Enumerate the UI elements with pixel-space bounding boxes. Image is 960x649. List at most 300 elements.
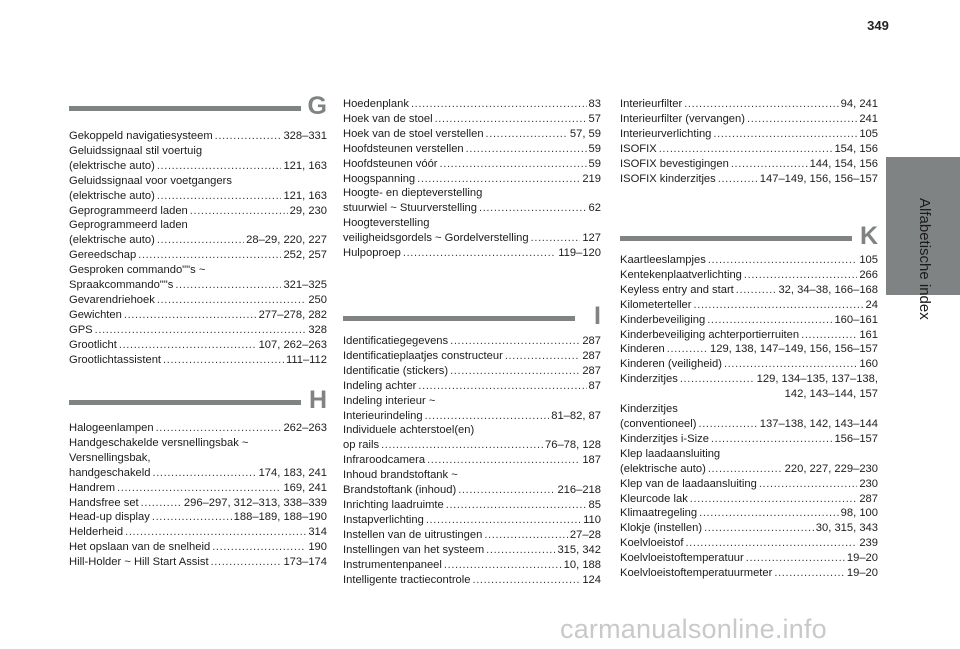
entry-pages: 216–218 bbox=[557, 484, 601, 497]
index-entry bbox=[69, 204, 327, 219]
dot-leader bbox=[152, 510, 232, 525]
entry-pages: 105 bbox=[859, 127, 878, 140]
entry-pages: 119–120 bbox=[558, 247, 601, 260]
entry-line bbox=[620, 328, 878, 343]
dot-leader bbox=[125, 525, 306, 540]
dot-leader bbox=[211, 555, 282, 570]
entry-line bbox=[620, 447, 878, 462]
entry-line bbox=[343, 334, 601, 349]
entry-line bbox=[69, 510, 327, 525]
entry-pages: 262–263 bbox=[283, 422, 327, 434]
entry-line bbox=[69, 233, 327, 248]
dot-leader bbox=[466, 142, 587, 157]
dot-leader bbox=[426, 513, 581, 528]
index-entry bbox=[69, 174, 327, 204]
dot-leader bbox=[381, 438, 543, 453]
entry-line bbox=[343, 157, 601, 172]
entry-term: ISOFIX bevestigingen bbox=[620, 157, 729, 170]
entry-pages: 296–297, 312–313, 338–339 bbox=[183, 496, 327, 509]
section-rule bbox=[620, 236, 852, 241]
entry-line bbox=[69, 323, 327, 338]
entry-line bbox=[69, 144, 327, 159]
index-entry bbox=[343, 142, 601, 157]
index-entry bbox=[620, 372, 878, 402]
entry-line bbox=[69, 496, 327, 511]
index-entry bbox=[620, 477, 878, 492]
entry-line bbox=[69, 421, 327, 436]
entry-line bbox=[343, 573, 601, 588]
index-entry bbox=[620, 313, 878, 328]
entry-term: Het opslaan van de snelheid bbox=[69, 541, 211, 554]
entry-pages: 173–174 bbox=[283, 556, 327, 569]
dot-leader bbox=[141, 496, 182, 511]
section-letter-k: K bbox=[859, 222, 878, 250]
dot-leader bbox=[731, 157, 808, 172]
entry-term: Kleurcode lak bbox=[620, 492, 688, 505]
entry-line bbox=[620, 172, 878, 187]
entry-pages: 266 bbox=[859, 268, 878, 281]
index-entry bbox=[620, 283, 878, 298]
entry-pages: 87 bbox=[588, 379, 601, 392]
index-entry bbox=[620, 172, 878, 187]
index-entry bbox=[620, 342, 878, 357]
entry-term: Grootlicht bbox=[69, 338, 117, 351]
dot-leader bbox=[746, 551, 845, 566]
entry-line bbox=[343, 558, 601, 573]
index-entry bbox=[69, 540, 327, 555]
entry-line bbox=[620, 342, 878, 357]
index-entry bbox=[620, 402, 878, 432]
entry-line bbox=[620, 357, 878, 372]
entry-line bbox=[343, 246, 601, 261]
index-entry bbox=[69, 129, 327, 144]
entry-pages: 144, 154, 156 bbox=[809, 157, 878, 170]
entry-pages: 127 bbox=[582, 232, 601, 245]
index-entry bbox=[69, 481, 327, 496]
section-header-h bbox=[69, 386, 327, 414]
entry-pages: 287 bbox=[859, 492, 878, 505]
index-entry bbox=[343, 246, 601, 261]
entry-term: Spraakcommando""s bbox=[69, 279, 174, 292]
index-entry bbox=[69, 496, 327, 511]
index-entry bbox=[343, 394, 601, 424]
entry-pages: 81–82, 87 bbox=[551, 409, 601, 422]
dot-leader bbox=[718, 172, 758, 187]
entry-pages: 287 bbox=[582, 364, 601, 377]
entry-term: Halogeenlampen bbox=[69, 422, 154, 434]
dot-leader bbox=[418, 379, 586, 394]
index-entry bbox=[343, 97, 601, 112]
dot-leader bbox=[708, 253, 858, 268]
index-entry bbox=[69, 555, 327, 570]
entry-line bbox=[343, 423, 601, 438]
dot-leader bbox=[694, 298, 864, 313]
index-entry bbox=[620, 432, 878, 447]
watermark: carmanualsonline.info bbox=[560, 614, 827, 644]
dot-leader bbox=[744, 268, 857, 283]
index-entry bbox=[620, 447, 878, 477]
index-entry bbox=[69, 436, 327, 481]
dot-leader bbox=[707, 313, 832, 328]
index-entry bbox=[69, 525, 327, 540]
entry-term: Hoofdsteunen vóór bbox=[343, 157, 438, 170]
entry-list-g bbox=[69, 129, 327, 368]
index-entry bbox=[620, 298, 878, 313]
entry-term: Kinderzitjes bbox=[620, 403, 678, 416]
entry-pages: 188–189, 188–190 bbox=[233, 511, 327, 524]
entry-term: Keyless entry and start bbox=[620, 283, 734, 296]
entry-line bbox=[620, 127, 878, 142]
section-letter-i: I bbox=[594, 302, 601, 330]
entry-pages: 315, 342 bbox=[557, 543, 601, 556]
dot-leader bbox=[427, 453, 580, 468]
dot-leader bbox=[450, 364, 580, 379]
dot-leader bbox=[446, 498, 587, 513]
index-entry bbox=[69, 144, 327, 174]
index-entry bbox=[343, 423, 601, 453]
dot-leader bbox=[801, 328, 857, 343]
entry-line bbox=[69, 204, 327, 219]
entry-line bbox=[620, 492, 878, 507]
entry-pages: 137–138, 142, 143–144 bbox=[759, 417, 878, 430]
index-entry bbox=[620, 253, 878, 268]
entry-term: Hoogspanning bbox=[343, 172, 416, 185]
entry-line bbox=[69, 293, 327, 308]
entry-pages: 277–278, 282 bbox=[258, 308, 327, 321]
entry-pages: 219 bbox=[582, 172, 601, 185]
section-rule bbox=[69, 106, 301, 111]
entry-term: Gesproken commando""s ~ bbox=[69, 264, 206, 277]
index-entry bbox=[343, 513, 601, 528]
entry-pages: 19–20 bbox=[846, 567, 878, 580]
entry-pages: 190 bbox=[308, 541, 327, 554]
entry-pages: 124 bbox=[582, 573, 601, 586]
entry-term: Kinderbeveiliging achterportierruiten bbox=[620, 328, 800, 341]
entry-term: (elektrische auto) bbox=[69, 234, 155, 247]
entry-pages: 230 bbox=[859, 477, 878, 490]
entry-term: Identificatie (stickers) bbox=[343, 364, 449, 377]
entry-term: Klep laadaansluiting bbox=[620, 447, 721, 460]
index-entry bbox=[69, 510, 327, 525]
entry-line bbox=[69, 555, 327, 570]
dot-leader bbox=[458, 483, 555, 498]
dot-leader bbox=[486, 543, 555, 558]
index-entry bbox=[620, 551, 878, 566]
index-entry bbox=[343, 468, 601, 498]
entry-term: ISOFIX kinderzitjes bbox=[620, 172, 716, 185]
entry-term: Hulpoproep bbox=[343, 247, 401, 260]
entry-pages: 321–325 bbox=[283, 279, 327, 292]
entry-pages: 169, 241 bbox=[283, 481, 327, 494]
entry-term: Instrumentenpaneel bbox=[343, 558, 442, 571]
dot-leader bbox=[215, 129, 282, 144]
entry-term: stuurwiel ~ Stuurverstelling bbox=[343, 202, 477, 215]
index-entry bbox=[343, 498, 601, 513]
index-entry bbox=[69, 218, 327, 248]
dot-leader bbox=[163, 353, 284, 368]
entry-page-continuation bbox=[620, 387, 878, 402]
entry-pages: 241 bbox=[859, 112, 878, 125]
dot-leader bbox=[156, 421, 282, 436]
entry-term: Instellen van de uitrustingen bbox=[343, 528, 483, 541]
entry-pages: 94, 241 bbox=[840, 98, 878, 110]
index-entry bbox=[343, 112, 601, 127]
entry-line bbox=[69, 248, 327, 263]
entry-pages: 250 bbox=[308, 293, 327, 306]
index-entry bbox=[620, 97, 878, 112]
entry-term: Kinderzitjes bbox=[620, 373, 678, 386]
entry-pages: 59 bbox=[588, 142, 601, 155]
entry-term: Koelvloeistoftemperatuurmeter bbox=[620, 567, 773, 580]
entry-line bbox=[343, 528, 601, 543]
dot-leader bbox=[759, 477, 857, 492]
entry-term: veiligheidsgordels ~ Gordelverstelling bbox=[343, 232, 529, 245]
entry-line bbox=[620, 268, 878, 283]
entry-line bbox=[620, 372, 878, 387]
entry-line bbox=[620, 477, 878, 492]
entry-list-h bbox=[69, 421, 327, 570]
index-entry bbox=[69, 263, 327, 293]
entry-line bbox=[343, 186, 601, 201]
entry-line bbox=[343, 216, 601, 231]
index-entry bbox=[343, 379, 601, 394]
entry-term: Gevarendriehoek bbox=[69, 293, 155, 306]
entry-pages: 10, 188 bbox=[563, 558, 601, 571]
entry-term: Geprogrammeerd laden bbox=[69, 219, 188, 232]
entry-term: Interieurverlichting bbox=[620, 127, 712, 140]
entry-pages: 30, 315, 343 bbox=[815, 522, 878, 535]
dot-leader bbox=[736, 283, 777, 298]
entry-term: Hoogte- en diepteverstelling bbox=[343, 187, 483, 200]
entry-line bbox=[620, 462, 878, 477]
entry-term: Klokje (instellen) bbox=[620, 522, 703, 535]
entry-line bbox=[620, 112, 878, 127]
entry-line bbox=[343, 438, 601, 453]
entry-term: handgeschakeld bbox=[69, 466, 151, 479]
entry-line bbox=[620, 97, 878, 112]
entry-term: Instellingen van het systeem bbox=[343, 543, 485, 556]
entry-term: Geprogrammeerd laden bbox=[69, 204, 188, 217]
entry-term: Klep van de laadaansluiting bbox=[620, 477, 757, 490]
entry-term: Inrichting laadruimte bbox=[343, 498, 444, 511]
entry-line bbox=[343, 172, 601, 187]
entry-term: Kinderzitjes i-Size bbox=[620, 432, 709, 445]
entry-pages: 76–78, 128 bbox=[545, 439, 601, 452]
dot-leader bbox=[708, 462, 783, 477]
entry-pages: 107, 262–263 bbox=[258, 338, 327, 351]
entry-line bbox=[343, 231, 601, 246]
entry-pages: 57, 59 bbox=[569, 127, 601, 140]
entry-list-h-continued bbox=[343, 97, 601, 261]
entry-pages: 154, 156 bbox=[834, 142, 878, 155]
entry-pages: 110 bbox=[583, 513, 601, 526]
entry-pages: 29, 230 bbox=[289, 204, 327, 217]
index-entry bbox=[620, 357, 878, 372]
entry-term: Individuele achterstoel(en) bbox=[343, 424, 475, 437]
dot-leader bbox=[724, 357, 857, 372]
entry-line bbox=[69, 308, 327, 323]
dot-leader bbox=[685, 536, 857, 551]
entry-term: Identificatiegegevens bbox=[343, 335, 449, 347]
dot-leader bbox=[667, 342, 708, 357]
entry-line bbox=[69, 189, 327, 204]
index-entry bbox=[343, 216, 601, 246]
entry-line bbox=[620, 566, 878, 581]
entry-term: Kinderen (veiligheid) bbox=[620, 358, 722, 371]
index-entry bbox=[343, 127, 601, 142]
page-number: 349 bbox=[867, 18, 889, 33]
dot-leader bbox=[403, 246, 556, 261]
entry-line bbox=[69, 129, 327, 144]
dot-leader bbox=[157, 159, 282, 174]
entry-term: Helderheid bbox=[69, 526, 124, 539]
entry-line bbox=[343, 409, 601, 424]
entry-term: Identificatieplaatjes constructeur bbox=[343, 349, 503, 362]
index-entry bbox=[343, 172, 601, 187]
entry-pages: 129, 134–135, 137–138, bbox=[756, 373, 878, 386]
entry-pages: 85 bbox=[588, 498, 601, 511]
dot-leader bbox=[119, 338, 257, 353]
entry-line bbox=[343, 201, 601, 216]
entry-line bbox=[343, 498, 601, 513]
entry-term: Kaartleeslampjes bbox=[620, 254, 706, 266]
dot-leader bbox=[124, 308, 257, 323]
entry-pages: 28–29, 220, 227 bbox=[246, 234, 327, 247]
dot-leader bbox=[444, 558, 562, 573]
entry-line bbox=[343, 142, 601, 157]
entry-term: Infraroodcamera bbox=[343, 454, 426, 467]
entry-pages: 83 bbox=[588, 98, 601, 110]
entry-term: Geluidssignaal voor voetgangers bbox=[69, 174, 232, 187]
entry-term: Kentekenplaatverlichting bbox=[620, 268, 742, 281]
entry-line bbox=[620, 313, 878, 328]
dot-leader bbox=[450, 334, 580, 349]
entry-pages: 328–331 bbox=[283, 130, 327, 142]
dot-leader bbox=[417, 172, 580, 187]
section-header-g bbox=[69, 92, 327, 120]
entry-term: Kinderen bbox=[620, 343, 665, 356]
index-entry bbox=[343, 558, 601, 573]
section-rule bbox=[343, 316, 575, 321]
entry-term: GPS bbox=[69, 323, 93, 336]
dot-leader bbox=[157, 189, 282, 204]
index-entry bbox=[620, 328, 878, 343]
entry-pages: 24 bbox=[865, 298, 878, 311]
entry-term: Klimaatregeling bbox=[620, 507, 698, 520]
dot-leader bbox=[157, 233, 244, 248]
entry-term: Interieurfilter bbox=[620, 98, 683, 110]
index-entry bbox=[69, 293, 327, 308]
entry-pages: 129, 138, 147–149, 156, 156–157 bbox=[710, 343, 878, 356]
entry-line bbox=[620, 157, 878, 172]
entry-pages: 220, 227, 229–230 bbox=[784, 462, 878, 475]
entry-line bbox=[343, 379, 601, 394]
entry-pages: 62 bbox=[588, 202, 601, 215]
entry-term: Head-up display bbox=[69, 511, 150, 524]
index-entry bbox=[69, 338, 327, 353]
entry-term: Handgeschakelde versnellingsbak ~ bbox=[69, 436, 249, 449]
entry-line bbox=[620, 402, 878, 417]
entry-line bbox=[343, 112, 601, 127]
dot-leader bbox=[473, 573, 581, 588]
entry-term: (elektrische auto) bbox=[620, 462, 706, 475]
dot-leader bbox=[425, 409, 550, 424]
entry-line bbox=[343, 543, 601, 558]
entry-pages: 287 bbox=[582, 335, 601, 347]
entry-term: Koelvloeistof bbox=[620, 537, 684, 550]
entry-pages: 59 bbox=[588, 157, 601, 170]
entry-line bbox=[69, 159, 327, 174]
entry-pages: 121, 163 bbox=[283, 159, 327, 172]
dot-leader bbox=[699, 506, 839, 521]
entry-term: (elektrische auto) bbox=[69, 189, 155, 202]
index-entry bbox=[69, 323, 327, 338]
section-letter-h: H bbox=[308, 386, 327, 414]
entry-pages: 19–20 bbox=[846, 552, 878, 565]
dot-leader bbox=[411, 97, 587, 112]
entry-pages: 57 bbox=[588, 112, 601, 125]
index-entry bbox=[69, 353, 327, 368]
dot-leader bbox=[153, 466, 257, 481]
entry-line bbox=[620, 142, 878, 157]
entry-pages: 98, 100 bbox=[840, 507, 878, 520]
dot-leader bbox=[157, 293, 307, 308]
entry-term: Hoofdsteunen verstellen bbox=[343, 142, 464, 155]
section-rule bbox=[69, 400, 301, 405]
entry-line bbox=[343, 127, 601, 142]
entry-line bbox=[343, 513, 601, 528]
entry-pages: 121, 163 bbox=[283, 189, 327, 202]
section-header-k bbox=[620, 222, 878, 250]
index-entry bbox=[343, 349, 601, 364]
entry-line bbox=[69, 436, 327, 451]
index-entry bbox=[343, 334, 601, 349]
entry-line bbox=[620, 521, 878, 536]
entry-line bbox=[69, 481, 327, 496]
dot-leader bbox=[713, 127, 857, 142]
entry-term: (elektrische auto) bbox=[69, 159, 155, 172]
entry-term: op rails bbox=[343, 439, 380, 452]
entry-pages: 239 bbox=[859, 537, 878, 550]
entry-list-i-continued bbox=[620, 97, 878, 186]
side-tab-label: Alfabetische index bbox=[916, 198, 933, 320]
dot-leader bbox=[704, 521, 814, 536]
entry-term: Interieurfilter (vervangen) bbox=[620, 112, 745, 125]
entry-term: Geluidssignaal stil voertuig bbox=[69, 144, 203, 157]
entry-line bbox=[620, 506, 878, 521]
entry-line bbox=[620, 417, 878, 432]
dot-leader bbox=[138, 248, 281, 263]
dot-leader bbox=[484, 528, 568, 543]
entry-line bbox=[620, 432, 878, 447]
entry-line bbox=[69, 540, 327, 555]
dot-leader bbox=[440, 157, 587, 172]
entry-term: Indeling interieur ~ bbox=[343, 394, 436, 407]
dot-leader bbox=[659, 142, 833, 157]
entry-pages: 287 bbox=[582, 349, 601, 362]
index-entry bbox=[620, 492, 878, 507]
entry-pages: 147–149, 156, 156–157 bbox=[759, 172, 878, 185]
index-entry bbox=[620, 506, 878, 521]
entry-line bbox=[69, 263, 327, 278]
entry-term: Hoek van de stoel verstellen bbox=[343, 127, 484, 140]
dot-leader bbox=[95, 323, 307, 338]
index-entry bbox=[620, 142, 878, 157]
index-entry bbox=[620, 268, 878, 283]
entry-list-k bbox=[620, 253, 878, 581]
entry-pages: 328 bbox=[308, 323, 327, 336]
entry-term: Hoogteverstelling bbox=[343, 217, 430, 230]
